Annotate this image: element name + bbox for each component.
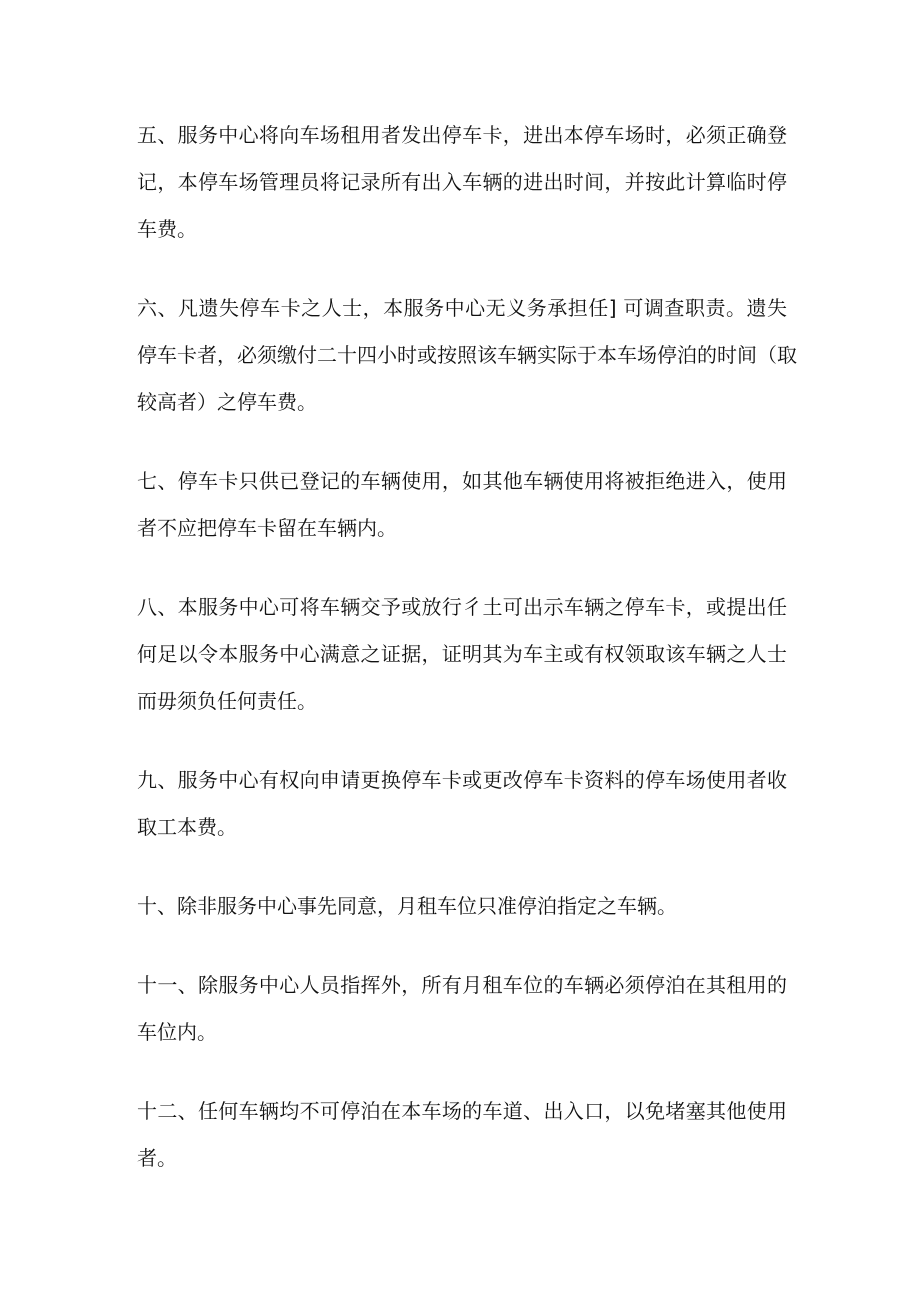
text-line: 停车卡者，必须缴付二十四小时或按照该车辆实际于本车场停泊的时间（取 (137, 343, 797, 367)
text-line: 较高者）之停车费。 (137, 390, 317, 414)
text-line: 而毋须负任何责任。 (137, 689, 317, 713)
text-line: 七、停车卡只供已登记的车辆使用，如其他车辆使用将被拒绝进入，使用 (137, 469, 787, 493)
clause-12 (137, 1088, 787, 1182)
text-line: 车费。 (137, 217, 197, 241)
text-line: 记，本停车场管理员将记录所有出入车辆的进出时间，并按此计算临时停 (137, 170, 787, 194)
text-line: 十一、除服务中心人员指挥外，所有月租车位的车辆必须停泊在其租用的 (137, 973, 787, 997)
text-line: 六、凡遗失停车卡之人士，本服务中心无义务承担任] 可调查职责。遗失 (137, 296, 787, 320)
clause-5 (137, 112, 787, 253)
text-line: 十、除非服务中心事先同意，月租车位只准停泊指定之车辆。 (137, 894, 677, 918)
text-line: 车位内。 (137, 1020, 217, 1044)
clause-9 (137, 757, 787, 851)
clause-11 (137, 962, 787, 1056)
document-body (137, 112, 797, 1214)
clause-6 (137, 285, 797, 426)
text-line: 九、服务中心有权向申请更换停车卡或更改停车卡资料的停车场使用者收 (137, 768, 787, 792)
text-line: 五、服务中心将向车场租用者发出停车卡，进出本停车场时，必须正确登 (137, 123, 787, 147)
text-line: 取工本费。 (137, 815, 237, 839)
clause-10 (137, 883, 787, 930)
clause-8 (137, 584, 787, 725)
text-line: 八、本服务中心可将车辆交予或放行彳土可出示车辆之停车卡，或提出任 (137, 595, 787, 619)
text-line: 者不应把停车卡留在车辆内。 (137, 516, 397, 540)
text-line: 何足以令本服务中心满意之证据，证明其为车主或有权领取该车辆之人士 (137, 642, 787, 666)
clause-7 (137, 458, 787, 552)
text-line: 者。 (137, 1146, 177, 1170)
text-line: 十二、任何车辆均不可停泊在本车场的车道、出入口，以免堵塞其他使用 (137, 1099, 787, 1123)
